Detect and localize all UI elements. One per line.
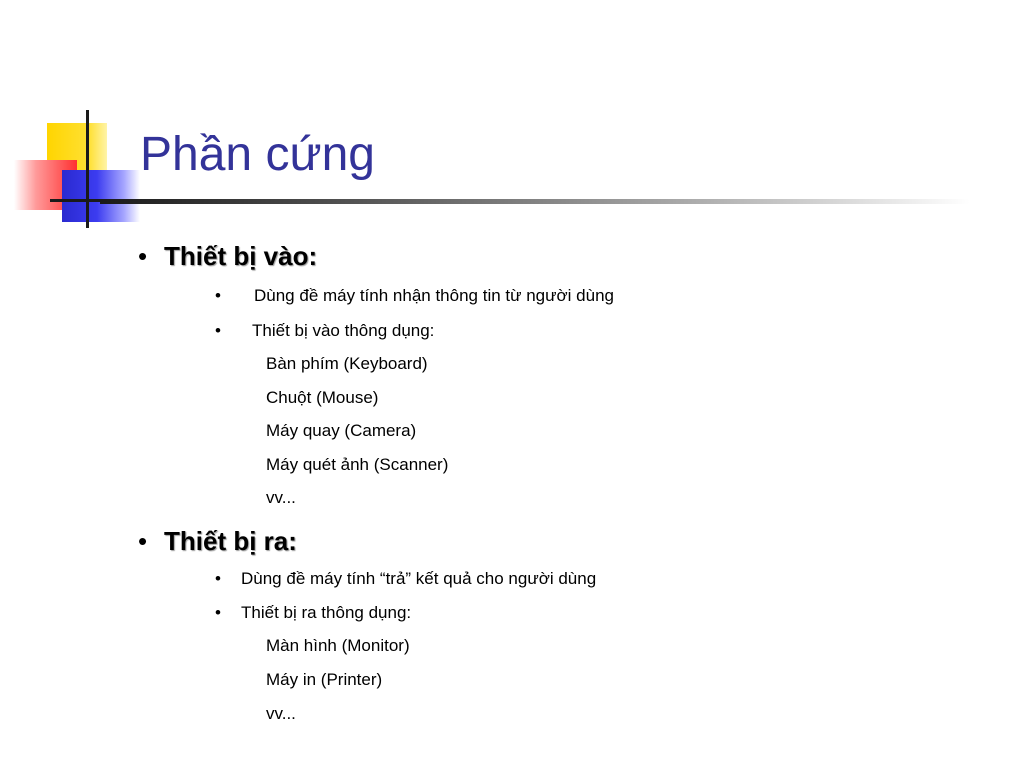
sub-list-item: vv... — [266, 488, 296, 507]
list-item-text: Dùng đề máy tính “trả” kết quả cho người dùng — [241, 569, 597, 588]
vertical-rule — [86, 110, 89, 228]
list-item — [215, 568, 596, 590]
slide-title: Phần cứng — [140, 128, 375, 181]
bullet-icon: • — [138, 526, 148, 556]
sub-list-item: Chuột (Mouse) — [266, 388, 379, 407]
list-item-text: Thiết bị ra thông dụng: — [241, 603, 412, 622]
bullet-icon: • — [215, 286, 221, 305]
list-item — [215, 320, 434, 342]
title-underline — [100, 199, 970, 204]
sub-list-item: vv... — [266, 704, 296, 723]
sub-list-item: Màn hình (Monitor) — [266, 636, 410, 655]
bullet-icon: • — [215, 321, 221, 340]
bullet-icon: • — [138, 241, 148, 271]
list-item-text: Thiết bị vào thông dụng: — [252, 321, 435, 340]
sub-list-item: Máy quay (Camera) — [266, 421, 417, 440]
list-item-text: Dùng đề máy tính nhận thông tin từ người dùng — [254, 286, 614, 305]
bullet-icon: • — [215, 603, 221, 622]
sub-list-item: Máy in (Printer) — [266, 670, 383, 689]
list-item — [215, 602, 411, 624]
section-heading-output — [138, 525, 297, 557]
blue-square-shape — [62, 170, 140, 222]
section-heading-label: Thiết bị vào: — [164, 241, 318, 271]
section-heading-input — [138, 240, 317, 272]
section-heading-label: Thiết bị ra: — [164, 526, 297, 556]
bullet-icon: • — [215, 569, 221, 588]
slide-logo-decoration — [0, 0, 140, 240]
list-item — [215, 285, 614, 307]
sub-list-item: Bàn phím (Keyboard) — [266, 354, 428, 373]
sub-list-item: Máy quét ảnh (Scanner) — [266, 455, 449, 474]
